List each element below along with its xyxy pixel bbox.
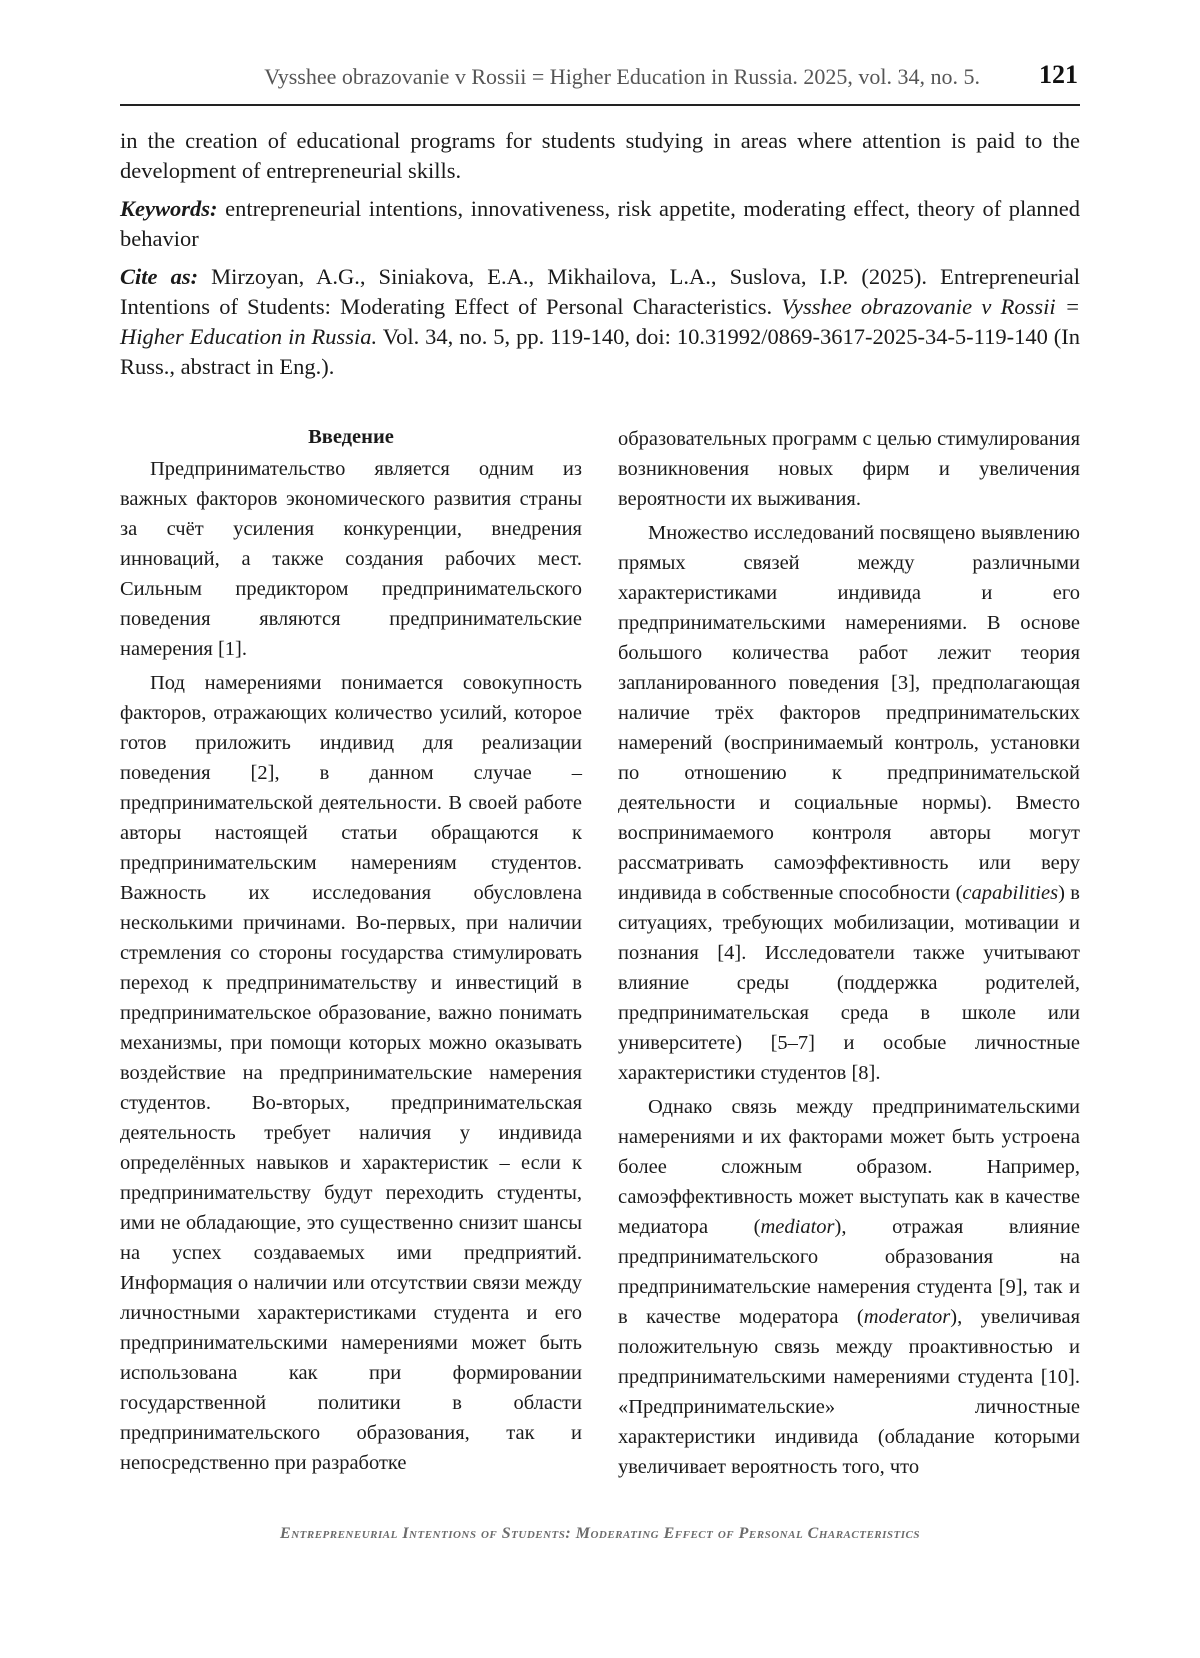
paragraph-continued: образовательных программ с целью стимулирования возникновения новых фирм и увеличения вероятности их выживания. (618, 428, 1080, 510)
running-header (120, 58, 1080, 106)
cite-label: Cite as: (120, 264, 199, 289)
keywords-text: entrepreneurial intentions, innovativeness, risk appetite, moderating effect, theory of planned behavior (120, 196, 1081, 251)
paragraph-text: ), увеличивая положительную связь между проактивностью и предпринимательскими намерениями студента [10]. «Предпринимательские» личностные характеристики индивида (обладание которыми увеличивает вероятность того, что (618, 1306, 1080, 1478)
term-mediator: mediator (760, 1216, 835, 1238)
right-column (618, 424, 1080, 1486)
term-moderator: moderator (863, 1306, 951, 1328)
page-number: 121 (1039, 60, 1078, 89)
abstract-block (120, 126, 1080, 390)
keywords (120, 194, 1080, 254)
journal-title: Vysshee obrazovanie v Rossii = Higher Education in Russia. 2025, vol. 34, no. 5. (264, 64, 980, 89)
citation (120, 262, 1080, 382)
cite-journal: Vysshee obrazovanie v Rossii = Higher Education in Russia. (120, 294, 1080, 349)
paragraph-text: ) в ситуациях, требующих мобилизации, мотивации и познания [4]. Исследователи также учитывают влияние среды (поддержка родителей, предпринимательская среда в школе или университете) [5–7] и особые личностные характеристики студентов [8]. (618, 882, 1080, 1084)
paragraph: Предпринимательство является одним из важных факторов экономического развития страны за счёт усиления конкуренции, внедрения инноваций, а также создания рабочих мест. Сильным предиктором предпринимательского поведения являются предпринимательские намерения [1]. (120, 458, 582, 660)
cite-text-1: Mirzoyan, A.G., Siniakova, E.A., Mikhailova, L.A., Suslova, I.P. (2025). Entrepreneurial Intentions of Students: Moderating Effect of Personal Characteristics. (120, 264, 1081, 319)
paragraph-text: ), отражая влияние предпринимательского образования на предпринимательские намерения студента [9], так и в качестве модератора ( (618, 1216, 1081, 1328)
abstract-tail: in the creation of educational programs for students studying in areas where attention is paid to the development of entrepreneurial skills. (120, 128, 1080, 183)
term-capabilities: capabilities (962, 882, 1059, 904)
section-title: Введение (308, 426, 394, 448)
paragraph-text: Множество исследований посвящено выявлению прямых связей между различными характеристиками индивида и его предпринимательскими намерениями. В основе большого количества работ лежит теория запланированного поведения [3], предполагающая наличие трёх факторов предпринимательских намерений (воспринимаемый контроль, установки по отношению к предпринимательской деятельности и социальные нормы). Вместо воспринимаемого контроля авторы могут рассматривать самоэффективность или веру индивида в собственные способности ( (618, 522, 1080, 904)
keywords-label: Keywords: (120, 196, 218, 221)
paragraph (618, 518, 1080, 1088)
running-footer: Entrepreneurial Intentions of Students: Moderating Effect of Personal Characteristics (280, 1525, 920, 1542)
left-column (120, 422, 582, 1482)
paragraph (618, 1092, 1080, 1482)
cite-text-2: Vol. 34, no. 5, pp. 119-140, doi: 10.31992/0869-3617-2025-34-5-119-140 (In Russ., abstract in Eng.). (120, 324, 1081, 379)
paragraph-text: Однако связь между предпринимательскими намерениями и их факторами может быть устроена более сложным образом. Например, самоэффективность может выступать как в качестве медиатора ( (618, 1096, 1080, 1238)
paragraph: Под намерениями понимается совокупность факторов, отражающих количество усилий, которое готов приложить индивид для реализации поведения [2], в данном случае – предпринимательской деятельности. В своей работе авторы настоящей статьи обращаются к предпринимательским намерениям студентов. Важность их исследования обусловлена несколькими причинами. Во-первых, при наличии стремления со стороны государства стимулировать переход к предпринимательству и инвестиций в предпринимательское образование, важно понимать механизмы, при помощи которых можно оказывать воздействие на предпринимательские намерения студентов. Во-вторых, предпринимательская деятельность требует наличия у индивида определённых навыков и характеристик – если к предпринимательству будут переходить студенты, ими не обладающие, это существенно снизит шансы на успех создаваемых ими предприятий. Информация о наличии или отсутствии связи между личностными характеристиками студента и его предпринимательскими намерениями может быть использована как при формировании государственной политики в области предпринимательского образования, так и непосредственно при разработке (120, 672, 582, 1474)
